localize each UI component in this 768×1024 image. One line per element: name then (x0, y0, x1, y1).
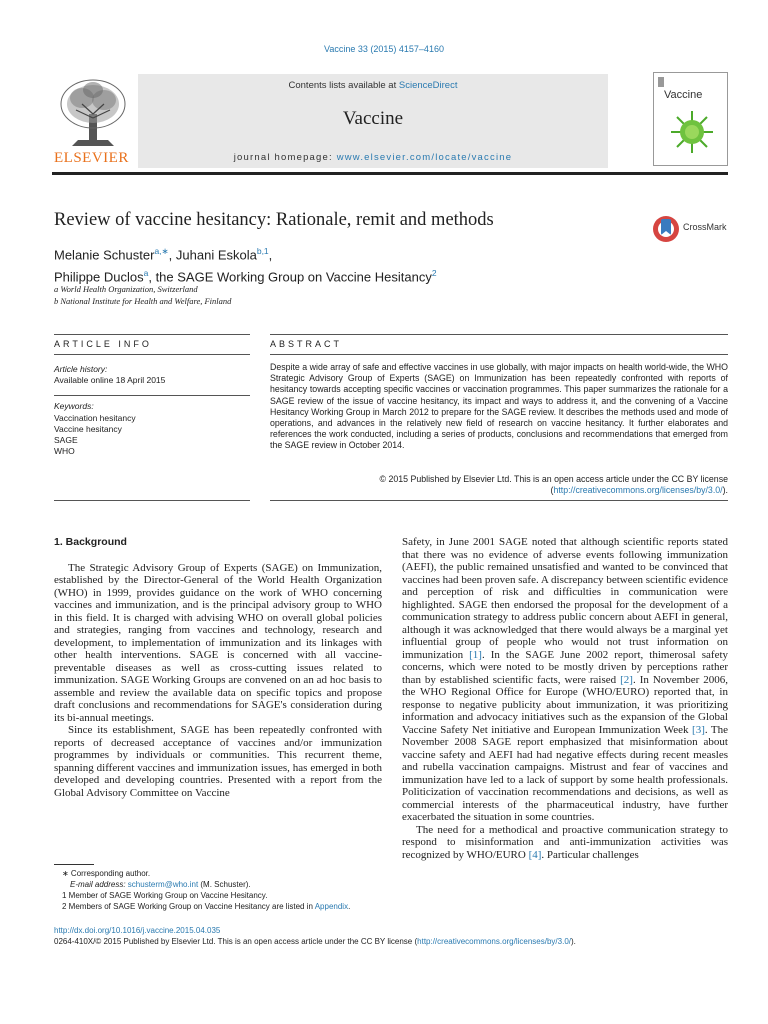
journal-homepage (138, 152, 608, 163)
author-separator: , (268, 247, 273, 263)
author-name[interactable]: , the SAGE Working Group on Vaccine Hesitancy (148, 269, 432, 285)
keywords-rule (54, 395, 250, 396)
article-info-heading: ARTICLE INFO (54, 339, 152, 349)
section-heading: 1. Background (54, 536, 127, 548)
appendix-link[interactable]: Appendix (314, 902, 349, 911)
body-column-right (402, 536, 728, 861)
footnote-divider (54, 864, 94, 865)
history-value: Available online 18 April 2015 (54, 375, 166, 386)
email-link[interactable]: schusterm@who.int (127, 880, 199, 889)
contents-line (138, 80, 608, 91)
paragraph-text: The need for a methodical and proactive communication strategy to respond to misinformation and anti-immunization activities was recognized by WHO/EURO (402, 823, 728, 861)
issn-suffix: ). (571, 937, 576, 946)
footnotes (62, 868, 392, 912)
footer-license-link[interactable]: http://creativecommons.org/licenses/by/3.0/ (417, 937, 571, 946)
article-info-top-rule (54, 334, 250, 335)
license-suffix: ). (722, 485, 728, 496)
paragraph-text: . The November 2008 SAGE report emphasized that misinformation about vaccine safety and AEFI had had negative effects during recent measles and rubella vaccination campaigns. Mistrust and fear of vaccines and immunization have led to a lack of support by some health professionals. Politicization of vaccination recommendations and decisions, as well as commercial interests of the pharmaceutical industry, have further exacerbated the situation in some countries. (402, 723, 729, 823)
footnote-2-suffix: . (348, 902, 351, 911)
issn-license-line (54, 937, 576, 946)
abstract-head-rule (270, 354, 728, 355)
cover-logo-mark (658, 77, 664, 87)
sciencedirect-link[interactable]: ScienceDirect (398, 80, 458, 91)
homepage-link[interactable]: www.elsevier.com/locate/vaccine (336, 152, 513, 163)
history-label: Article history: (54, 364, 108, 374)
footnote-1: 1 Member of SAGE Working Group on Vaccine Hesitancy. (62, 891, 268, 900)
affiliation-marker[interactable]: a (143, 268, 149, 279)
email-suffix: (M. Schuster). (198, 880, 251, 889)
author-list (54, 242, 437, 287)
abstract-top-rule (270, 334, 728, 335)
reference-link[interactable]: [2] (620, 673, 633, 686)
crossmark-label: CrossMark (683, 222, 727, 232)
paragraph-text: . Particular challenges (541, 848, 639, 861)
virus-illustration (668, 109, 716, 155)
homepage-label: journal homepage: (233, 152, 337, 163)
crossmark-icon (652, 214, 680, 244)
keyword[interactable]: Vaccine hesitancy (54, 423, 122, 434)
abstract-bottom-rule (270, 500, 728, 501)
journal-masthead (52, 74, 728, 174)
keyword[interactable]: SAGE (54, 435, 78, 446)
contents-prefix: Contents lists available at (288, 80, 399, 91)
journal-header-box (138, 74, 608, 168)
elsevier-wordmark: ELSEVIER (54, 150, 129, 166)
body-paragraph: The Strategic Advisory Group of Experts (SAGE) on Immunization, established by the Director-General of the World Health Organization (WHO) in 1999, provides guidance on the work of WHO concerning vaccines and immunization, and is the principal advisory group to WHO in this field. It is charged with advising WHO on overall global policies and strategies, ranging from vaccines and technology, research and development, to implementation of immunization and its linkages with other health interventions. SAGE is concerned with all vaccine-preventable diseases as well as cross-cutting issues related to immunization. SAGE Working Groups are convened on an ad hoc basis to assemble and review the available data on specific topics and propose draft conclusions and recommendations for SAGE's consideration during its bi-annual meetings. (54, 561, 382, 724)
license-link[interactable]: http://creativecommons.org/licenses/by/3.0/ (553, 485, 723, 496)
journal-citation-link[interactable]: Vaccine 33 (2015) 4157–4160 (324, 44, 444, 54)
abstract-heading: ABSTRACT (270, 339, 343, 349)
paragraph-text: . In the SAGE June 2002 report, thimerosal safety concerns, which were noted to be mostly driven by perceptions rather than by established scientific facts, were raised (402, 648, 729, 686)
crossmark-badge[interactable] (652, 214, 732, 244)
email-note (62, 879, 392, 890)
keywords-label: Keywords: (54, 401, 94, 412)
masthead-divider (52, 172, 728, 175)
reference-link[interactable]: [3] (692, 723, 705, 736)
keyword[interactable]: Vaccination hesitancy (54, 412, 136, 423)
article-info-panel (54, 364, 244, 457)
reference-link[interactable]: [4] (528, 848, 542, 861)
abstract-body: Despite a wide array of safe and effective vaccines in use globally, with major impacts on health world-wide, the WHO Strategic Advisory Group of Experts (SAGE) on Immunization has been repeatedly confronted with reports of hesitancy towards accepting specific vaccines or vaccination programmes. This paper summarizes the rationale for a SAGE review of the issue of vaccine hesitancy, its impact and ways to address it, and the convening of a Vaccine Hesitancy Working Group in March 2012 to prepare for the SAGE review. It describes the methods used and mode of operations, and advances in the relatively new field of research on vaccine hesitancy. It further elaborates and references the work conducted, including a series of products, conclusions and recommendations that emerged from the SAGE review in October 2014. (270, 362, 728, 451)
author-name[interactable]: , Juhani Eskola (168, 247, 257, 263)
author-name[interactable]: Philippe Duclos (54, 269, 144, 285)
doi-link[interactable]: http://dx.doi.org/10.1016/j.vaccine.2015.04.035 (54, 926, 221, 935)
author-line-1 (54, 242, 437, 264)
body-paragraph (402, 536, 728, 824)
abstract-license (270, 474, 728, 496)
cover-title: Vaccine (664, 89, 703, 101)
paragraph-text: Safety, in June 2001 SAGE noted that although scientific reports stated that there was no evidence of adverse events following immunization (AEFI), the public remained unsatisfied and wanted to be convinced that vaccines had been proven safe. A discrepancy between scientific evidence and perception of risk and difficulties in communication were highlighted. SAGE then endorsed the proposal for the development of a communication strategy to address public concern about AEFI in general, although it was acknowledged that there would always be a marginal yet influential group of people who would not trust information on immunization (402, 536, 728, 661)
email-label: E-mail address: (70, 880, 128, 889)
footnote-2-text: 2 Members of SAGE Working Group on Vaccine Hesitancy are listed in (62, 902, 315, 911)
affiliation-marker[interactable]: b,1 (256, 246, 269, 256)
affiliation-marker[interactable]: 2 (431, 268, 437, 279)
journal-cover-thumbnail[interactable] (653, 72, 728, 166)
body-paragraph: Since its establishment, SAGE has been repeatedly confronted with reports of decreased acceptance of vaccines and/or immunization programmes by individuals or communities. This recurrent theme, spanning different vaccines and immunization issues, has emerged in both developed and developing countries. Presented with a report from the Global Advisory Committee on Vaccine (54, 724, 382, 799)
journal-title: Vaccine (342, 108, 404, 129)
paragraph-text: . In November 2006, the WHO Regional Office for Europe (WHO/EURO) reported that, in response to negative publicity about immunization, it was prioritizing information and advocacy initiatives such as the expansion of the Global Vaccine Safety Net initiative and European Immunization Week (402, 673, 728, 736)
affiliations (54, 284, 231, 307)
article-info-bottom-rule (54, 500, 250, 501)
keyword[interactable]: WHO (54, 446, 75, 457)
affiliation-marker[interactable]: a,∗ (154, 246, 169, 256)
corresponding-author-note: ∗ Corresponding author. (62, 869, 151, 878)
article-info-head-rule (54, 354, 250, 355)
article-title: Review of vaccine hesitancy: Rationale, remit and methods (54, 210, 494, 230)
footnote-2 (62, 901, 392, 912)
body-paragraph (402, 824, 728, 862)
affiliation-a: a World Health Organization, Switzerland (54, 284, 198, 294)
license-text: © 2015 Published by Elsevier Ltd. This is an open access article under the CC BY license ( (379, 474, 728, 496)
body-column-left (54, 536, 382, 799)
author-name[interactable]: Melanie Schuster (54, 247, 155, 263)
affiliation-b: b National Institute for Health and Welfare, Finland (54, 295, 232, 306)
issn-text: 0264-410X/© 2015 Published by Elsevier Ltd. This is an open access article under the CC BY license ( (54, 937, 418, 946)
reference-link[interactable]: [1] (469, 648, 482, 661)
